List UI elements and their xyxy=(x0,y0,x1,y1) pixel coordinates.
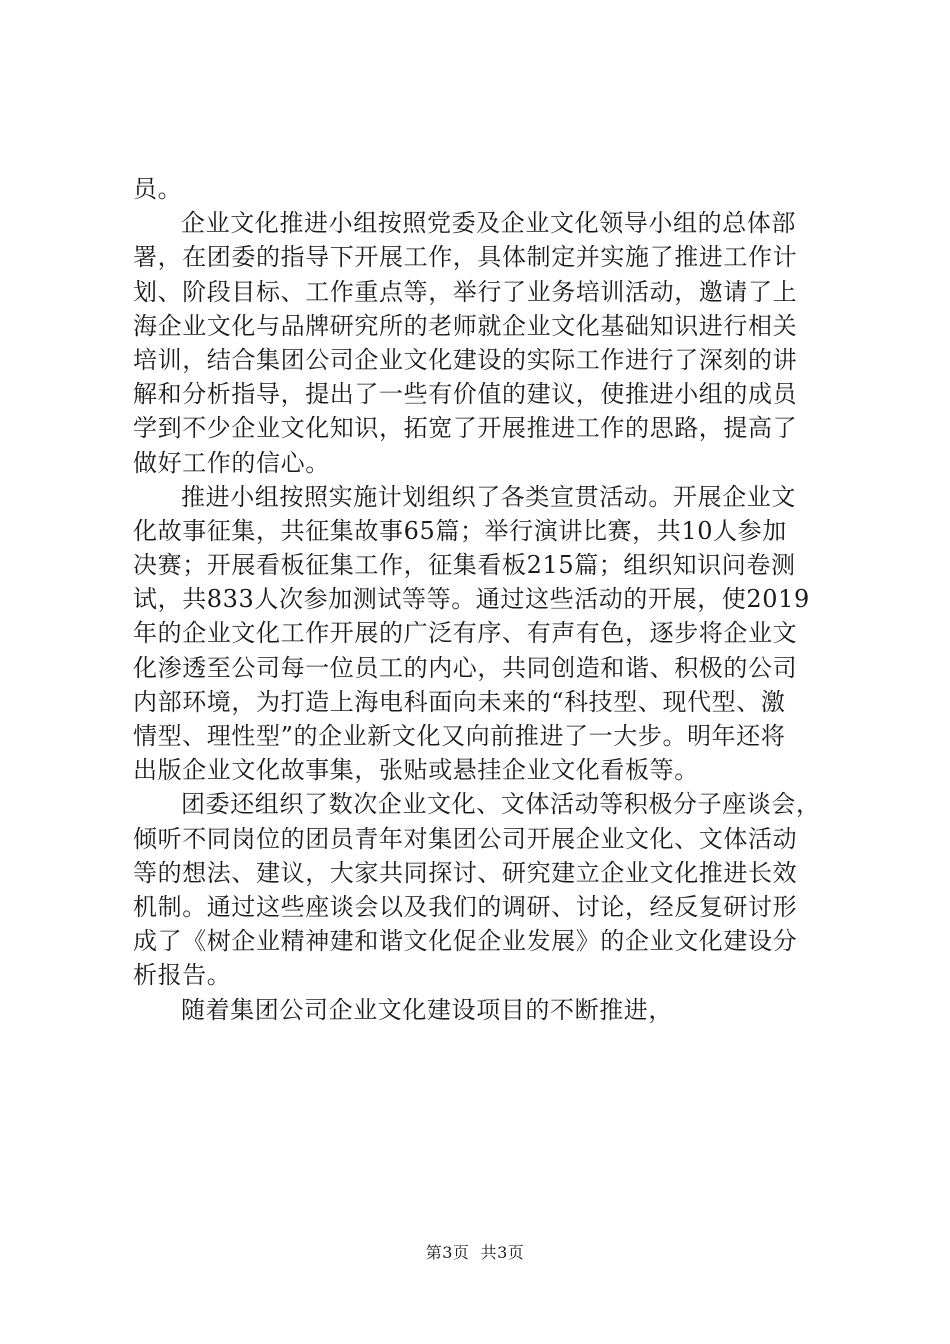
text-line: 出版企业文化故事集，张贴或悬挂企业文化看板等。 xyxy=(133,756,699,785)
text-line: 化渗透至公司每一位员工的内心，共同创造和谐、积极的公司 xyxy=(133,653,798,682)
text-line: 化故事征集，共征集故事65篇；举行演讲比赛，共10人参加 xyxy=(133,516,787,545)
text-line: 划、阶段目标、工作重点等，举行了业务培训活动，邀请了上 xyxy=(133,277,798,306)
text-line: 倾听不同岗位的团员青年对集团公司开展企业文化、文体活动 xyxy=(133,824,798,853)
text-line: 解和分析指导，提出了一些有价值的建议，使推进小组的成员 xyxy=(133,380,798,409)
page-number: 第3页 共3页 xyxy=(425,1243,525,1262)
text-line: 海企业文化与品牌研究所的老师就企业文化基础知识进行相关 xyxy=(133,311,798,340)
text-line: 内部环境，为打造上海电科面向未来的“科技型、现代型、激 xyxy=(133,687,786,716)
text-line: 等的想法、建议，大家共同探讨、研究建立企业文化推进长效 xyxy=(133,858,798,887)
text-line: 推进小组按照实施计划组织了各类宣贯活动。开展企业文 xyxy=(181,482,796,511)
text-line: 析报告。 xyxy=(133,961,232,990)
text-line: 署，在团委的指导下开展工作，具体制定并实施了推进工作计 xyxy=(133,243,798,272)
document-body xyxy=(133,172,833,1027)
text-line: 年的企业文化工作开展的广泛有序、有声有色，逐步将企业文 xyxy=(133,619,798,648)
page-footer xyxy=(0,1241,950,1265)
text-line: 试，共833人次参加测试等等。通过这些活动的开展，使2019 xyxy=(133,585,810,614)
text-line: 机制。通过这些座谈会以及我们的调研、讨论，经反复研讨形 xyxy=(133,892,798,921)
text-line: 成了《树企业精神建和谐文化促企业发展》的企业文化建设分 xyxy=(133,927,798,956)
text-line: 企业文化推进小组按照党委及企业文化领导小组的总体部 xyxy=(181,209,796,238)
text-line: 随着集团公司企业文化建设项目的不断推进， xyxy=(181,995,673,1024)
text-line: 团委还组织了数次企业文化、文体活动等积极分子座谈会， xyxy=(181,790,821,819)
text-line: 做好工作的信心。 xyxy=(133,448,330,477)
text-line: 学到不少企业文化知识，拓宽了开展推进工作的思路，提高了 xyxy=(133,414,798,443)
text-line: 情型、理性型”的企业新文化又向前推进了一大步。明年还将 xyxy=(133,722,786,750)
text-line: 员。 xyxy=(133,175,183,203)
text-line: 决赛；开展看板征集工作，征集看板215篇；组织知识问卷测 xyxy=(133,551,796,580)
text-line: 培训，结合集团公司企业文化建设的实际工作进行了深刻的讲 xyxy=(133,345,798,374)
